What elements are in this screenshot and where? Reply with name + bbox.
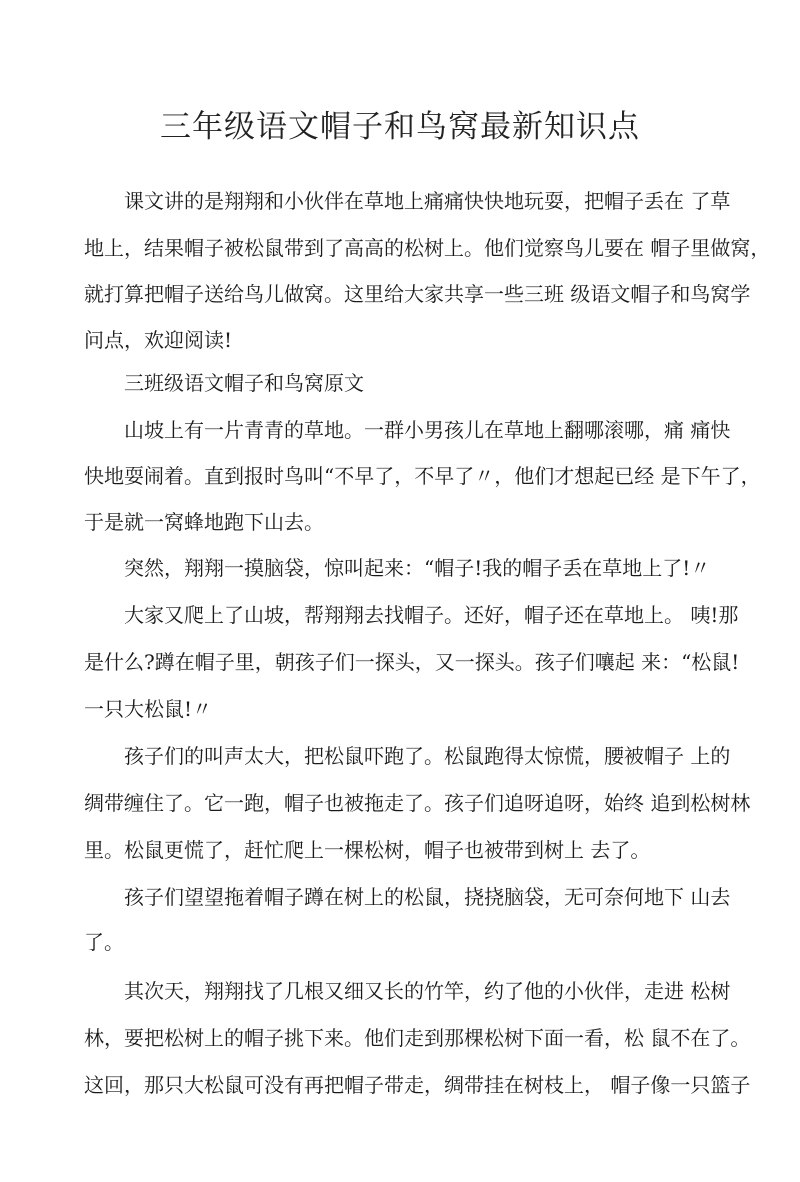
text-line: 山坡上有一片青青的草地。一群小男孩儿在草地上翻哪滚哪，痛 痛快 (124, 418, 731, 442)
text-line: 是什么?蹲在帽子里，朝孩子们一探头，又一探头。孩子们嚷起 来：“松鼠! (84, 650, 740, 674)
section-heading: 三班级语文帽子和鸟窝原文 (124, 371, 364, 395)
document-title: 三年级语文帽子和鸟窝最新知识点 (160, 109, 640, 145)
text-line: 于是就一窝蜂地跑下山去。 (84, 510, 324, 534)
text-line: 快地耍闹着。直到报时鸟叫“不早了，不早了〃，他们才想起已经 是下午了， (84, 464, 761, 488)
text-line: 孩子们望望拖着帽子蹲在树上的松鼠，挠挠脑袋，无可奈何地下 山去 (124, 885, 731, 909)
text-line: 就打算把帽子送给鸟儿做窝。这里给大家共享一些三班 级语文帽子和鸟窝学 (84, 282, 751, 306)
text-line: 问点，欢迎阅读! (84, 328, 233, 352)
text-line: 大家又爬上了山坡，帮翔翔去找帽子。还好，帽子还在草地上。 咦!那 (124, 603, 739, 627)
text-line: 里。松鼠更慌了，赶忙爬上一棵松树，帽子也被带到树上 去了。 (84, 838, 651, 862)
text-line: 课文讲的是翔翔和小伙伴在草地上痛痛快快地玩耍，把帽子丢在 了草 (124, 189, 731, 213)
text-line: 一只大松鼠!〃 (84, 697, 213, 721)
text-line: 突然，翔翔一摸脑袋，惊叫起来：“帽子!我的帽子丢在草地上了!〃 (124, 556, 711, 580)
text-line: 了。 (84, 930, 124, 954)
text-line: 其次天，翔翔找了几根又细又长的竹竿，约了他的小伙伴，走进 松树 (124, 979, 731, 1003)
text-line: 孩子们的叫声太大，把松鼠吓跑了。松鼠跑得太惊慌，腰被帽子 上的 (124, 744, 731, 768)
text-line: 绸带缠住了。它一跑，帽子也被拖走了。孩子们追呀追呀，始终 追到松树林 (84, 791, 751, 815)
text-line: 这回，那只大松鼠可没有再把帽子带走，绸带挂在树枝上， 帽子像一只篮子 (84, 1073, 751, 1097)
text-line: 地上，结果帽子被松鼠带到了高高的松树上。他们觉察鸟儿要在 帽子里做窝， (84, 236, 771, 260)
text-line: 林，要把松树上的帽子挑下来。他们走到那棵松树下面一看，松 鼠不在了。 (84, 1026, 751, 1050)
